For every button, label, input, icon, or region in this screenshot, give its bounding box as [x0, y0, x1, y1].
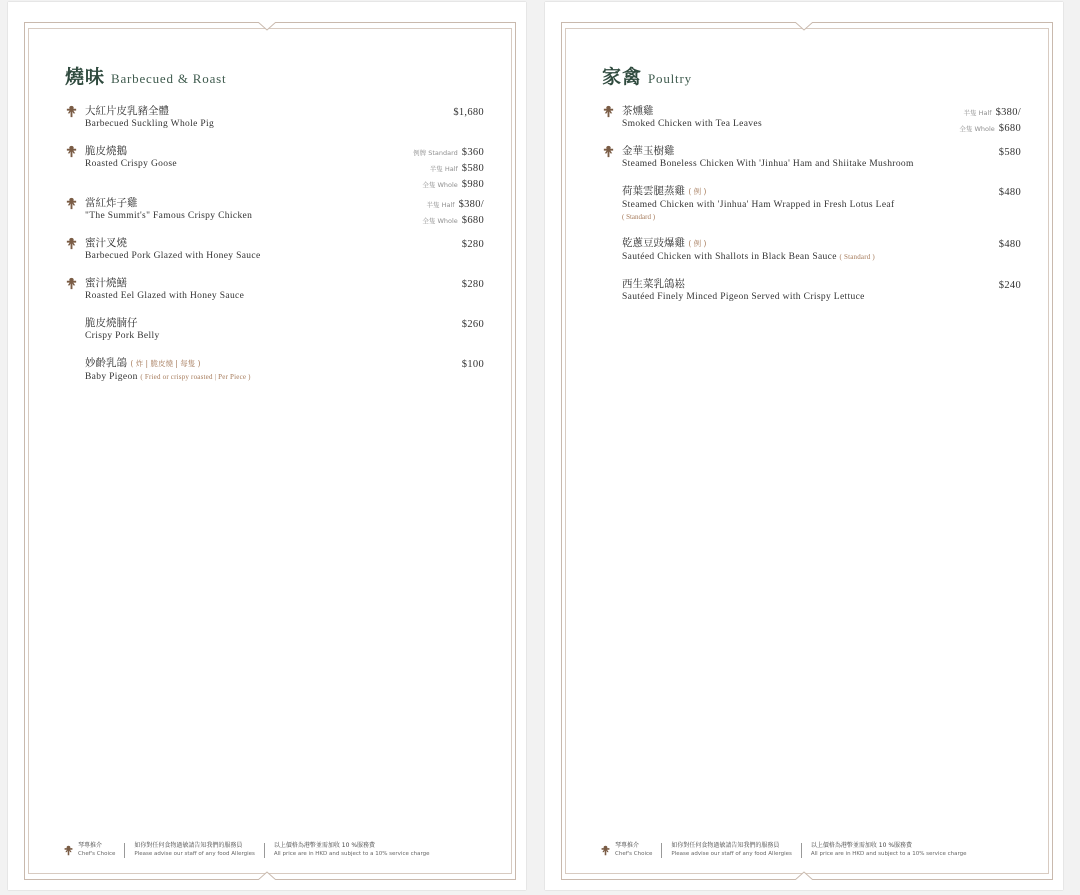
footer-allergy-zh: 如你對任何食物過敏請告知我們的服務員	[671, 842, 780, 849]
footer-divider	[801, 843, 802, 858]
footer-price-zh: 以上價格為港幣並需加收 10 %服務費	[273, 842, 376, 849]
footer-price-note	[274, 842, 430, 858]
price-line	[959, 120, 1021, 136]
item-prices	[462, 316, 484, 331]
price-line	[453, 104, 484, 119]
item-name-zh-text: 西生菜乳鴿崧	[622, 278, 685, 290]
price-label: 全隻 Whole	[422, 217, 458, 225]
item-name-zh	[85, 316, 484, 330]
border-notch-top	[795, 22, 813, 31]
price-label: 半隻 Half	[963, 109, 992, 117]
item-name-zh-text: 妙齡乳鴿	[85, 357, 127, 369]
price-line	[959, 104, 1021, 120]
item-prices	[413, 144, 484, 192]
menu-item	[65, 276, 484, 303]
footer-price-note	[811, 842, 967, 858]
item-name-en-text: Steamed Boneless Chicken With 'Jinhua' Ham and Shiitake Mushroom	[622, 159, 914, 169]
item-zh-note: ( 例 )	[688, 239, 707, 248]
section-title-en: Barbecued & Roast	[111, 71, 227, 86]
chef-choice-icon	[65, 237, 78, 250]
price-value: $280	[461, 239, 484, 250]
price-value: $480	[998, 239, 1021, 250]
item-prices	[999, 277, 1021, 292]
menu-item	[65, 144, 484, 190]
price-label: 例牌 Standard	[413, 149, 458, 157]
footer-allergy-en: Please advise our staff of any food Allergies	[134, 851, 255, 857]
price-line	[999, 144, 1021, 159]
item-prices	[462, 276, 484, 291]
item-name-en	[85, 250, 484, 263]
item-name-en-text: Barbecued Pork Glazed with Honey Sauce	[85, 251, 261, 261]
item-prices	[453, 104, 484, 119]
price-value: $360	[461, 147, 484, 158]
item-name-en-text: Baby Pigeon	[85, 372, 138, 382]
item-name-zh	[85, 236, 484, 250]
footer-divider	[264, 843, 265, 858]
footer-chef-choice	[63, 842, 115, 858]
item-name-en	[622, 291, 1021, 304]
price-line	[422, 196, 484, 212]
price-value: $480	[998, 187, 1021, 198]
item-name-zh	[85, 356, 484, 371]
item-zh-note: ( 例 )	[688, 187, 707, 196]
chef-choice-icon	[65, 197, 78, 210]
item-name-en-text: Roasted Crispy Goose	[85, 159, 177, 169]
menu-item	[65, 104, 484, 131]
item-prices	[999, 144, 1021, 159]
item-name-zh	[85, 104, 484, 118]
item-name-zh-text: 大紅片皮乳豬全體	[85, 105, 169, 117]
price-value: $260	[461, 319, 484, 330]
menu-item-list	[65, 104, 484, 397]
footer-allergy-en: Please advise our staff of any food Allergies	[671, 851, 792, 857]
chef-choice-icon	[600, 845, 611, 856]
price-value: $280	[461, 279, 484, 290]
price-value: $240	[998, 280, 1021, 291]
price-line	[462, 316, 484, 331]
item-name-zh-text: 脆皮燒腩仔	[85, 317, 138, 329]
menu-item	[602, 144, 1021, 171]
price-value: $100	[461, 359, 484, 370]
item-name-en	[85, 118, 484, 131]
item-name-zh	[622, 236, 1021, 251]
menu-page-barbecued-roast	[8, 2, 526, 890]
price-value: $380/	[458, 199, 484, 210]
item-name-en	[85, 371, 484, 384]
page-footer	[63, 842, 486, 858]
item-prices	[462, 356, 484, 371]
page-footer	[600, 842, 1023, 858]
price-line	[999, 236, 1021, 251]
section-title-zh: 家禽	[602, 66, 643, 88]
menu-item	[65, 196, 484, 226]
price-line	[999, 277, 1021, 292]
price-line	[413, 144, 484, 160]
footer-allergy	[671, 842, 791, 858]
item-name-en-text: Sautéed Chicken with Shallots in Black Bean Sauce	[622, 252, 837, 262]
item-name-en	[622, 251, 1021, 264]
price-value: $380/	[995, 107, 1021, 118]
item-name-zh-text: 金華玉樹雞	[622, 145, 675, 157]
item-name-zh-text: 乾蔥豆豉爆雞	[622, 237, 685, 249]
item-en-note: ( Standard )	[839, 253, 875, 261]
item-name-zh-text: 荷葉雲腿蒸雞	[622, 185, 685, 197]
menu-item	[65, 236, 484, 263]
item-name-zh-text: 蜜汁燒鱔	[85, 277, 127, 289]
item-name-zh	[622, 277, 1021, 291]
item-prices	[462, 236, 484, 251]
item-name-zh-text: 脆皮燒鵝	[85, 145, 127, 157]
item-name-zh	[85, 276, 484, 290]
menu-item	[602, 277, 1021, 304]
menu-item	[602, 104, 1021, 134]
menu-item	[602, 236, 1021, 264]
price-line	[422, 212, 484, 228]
chef-choice-icon	[63, 845, 74, 856]
item-name-en-text: Steamed Chicken with 'Jinhua' Ham Wrapped in Fresh Lotus Leaf	[622, 200, 895, 210]
price-value: $980	[461, 179, 484, 190]
section-title-en: Poultry	[648, 71, 692, 86]
item-name-en-text: Roasted Eel Glazed with Honey Sauce	[85, 291, 245, 301]
footer-divider	[661, 843, 662, 858]
item-name-en-text: Sautéed Finely Minced Pigeon Served with Crispy Lettuce	[622, 292, 865, 302]
section-heading	[65, 62, 226, 89]
price-value: $1,680	[453, 107, 484, 118]
item-name-en	[85, 290, 484, 303]
price-line	[462, 236, 484, 251]
item-en-note: ( Fried or crispy roasted | Per Piece )	[140, 373, 251, 381]
item-name-zh	[622, 144, 1021, 158]
item-name-zh-text: 當紅炸子雞	[85, 197, 138, 209]
chef-choice-icon	[65, 105, 78, 118]
item-name-en	[622, 158, 1021, 171]
menu-page-poultry	[545, 2, 1063, 890]
chef-choice-icon	[602, 105, 615, 118]
section-heading	[602, 62, 692, 89]
price-line	[413, 160, 484, 176]
price-label: 半隻 Half	[426, 201, 455, 209]
price-label: 半隻 Half	[429, 165, 458, 173]
item-name-en-text: Barbecued Suckling Whole Pig	[85, 119, 215, 129]
price-value: $580	[998, 147, 1021, 158]
menu-item	[65, 356, 484, 384]
footer-allergy-zh: 如你對任何食物過敏請告知我們的服務員	[134, 842, 243, 849]
item-name-zh-text: 茶燻雞	[622, 105, 654, 117]
footer-allergy	[134, 842, 254, 858]
footer-chef-en: Chef's Choice	[78, 851, 116, 857]
price-value: $680	[461, 215, 484, 226]
footer-price-zh: 以上價格為港幣並需加收 10 %服務費	[810, 842, 913, 849]
section-title-zh: 燒味	[65, 66, 106, 88]
item-sub-note: ( Standard )	[622, 213, 656, 221]
menu-item	[602, 184, 1021, 223]
price-value: $680	[998, 123, 1021, 134]
item-prices	[959, 104, 1021, 136]
item-name-en-text: Crispy Pork Belly	[85, 331, 160, 341]
footer-price-en: All price are in HKD and subject to a 10% service charge	[810, 851, 967, 857]
chef-choice-icon	[65, 145, 78, 158]
chef-choice-icon	[602, 145, 615, 158]
item-name-en-text: "The Summit's" Famous Crispy Chicken	[85, 211, 253, 221]
item-name-en	[85, 330, 484, 343]
menu-item	[65, 316, 484, 343]
footer-chef-zh: 琴專推介	[78, 842, 103, 849]
chef-choice-icon	[65, 277, 78, 290]
price-line	[413, 176, 484, 192]
item-zh-note: ( 炸 | 脆皮燒 | 每隻 )	[130, 359, 201, 368]
item-name-zh	[622, 184, 1021, 199]
border-notch-bottom	[795, 871, 813, 880]
item-prices	[999, 184, 1021, 199]
price-value: $580	[461, 163, 484, 174]
footer-chef-choice	[600, 842, 652, 858]
border-notch-top	[258, 22, 276, 31]
item-name-zh-text: 蜜汁叉燒	[85, 237, 127, 249]
item-name-en	[622, 199, 1021, 212]
footer-price-en: All price are in HKD and subject to a 10% service charge	[273, 851, 430, 857]
footer-chef-en: Chef's Choice	[615, 851, 653, 857]
footer-chef-zh: 琴專推介	[615, 842, 640, 849]
price-line	[462, 276, 484, 291]
price-label: 全隻 Whole	[422, 181, 458, 189]
item-prices	[999, 236, 1021, 251]
item-name-en-text: Smoked Chicken with Tea Leaves	[622, 119, 762, 129]
item-prices	[422, 196, 484, 228]
footer-divider	[124, 843, 125, 858]
border-notch-bottom	[258, 871, 276, 880]
price-line	[462, 356, 484, 371]
price-line	[999, 184, 1021, 199]
menu-item-list	[602, 104, 1021, 317]
price-label: 全隻 Whole	[959, 125, 995, 133]
